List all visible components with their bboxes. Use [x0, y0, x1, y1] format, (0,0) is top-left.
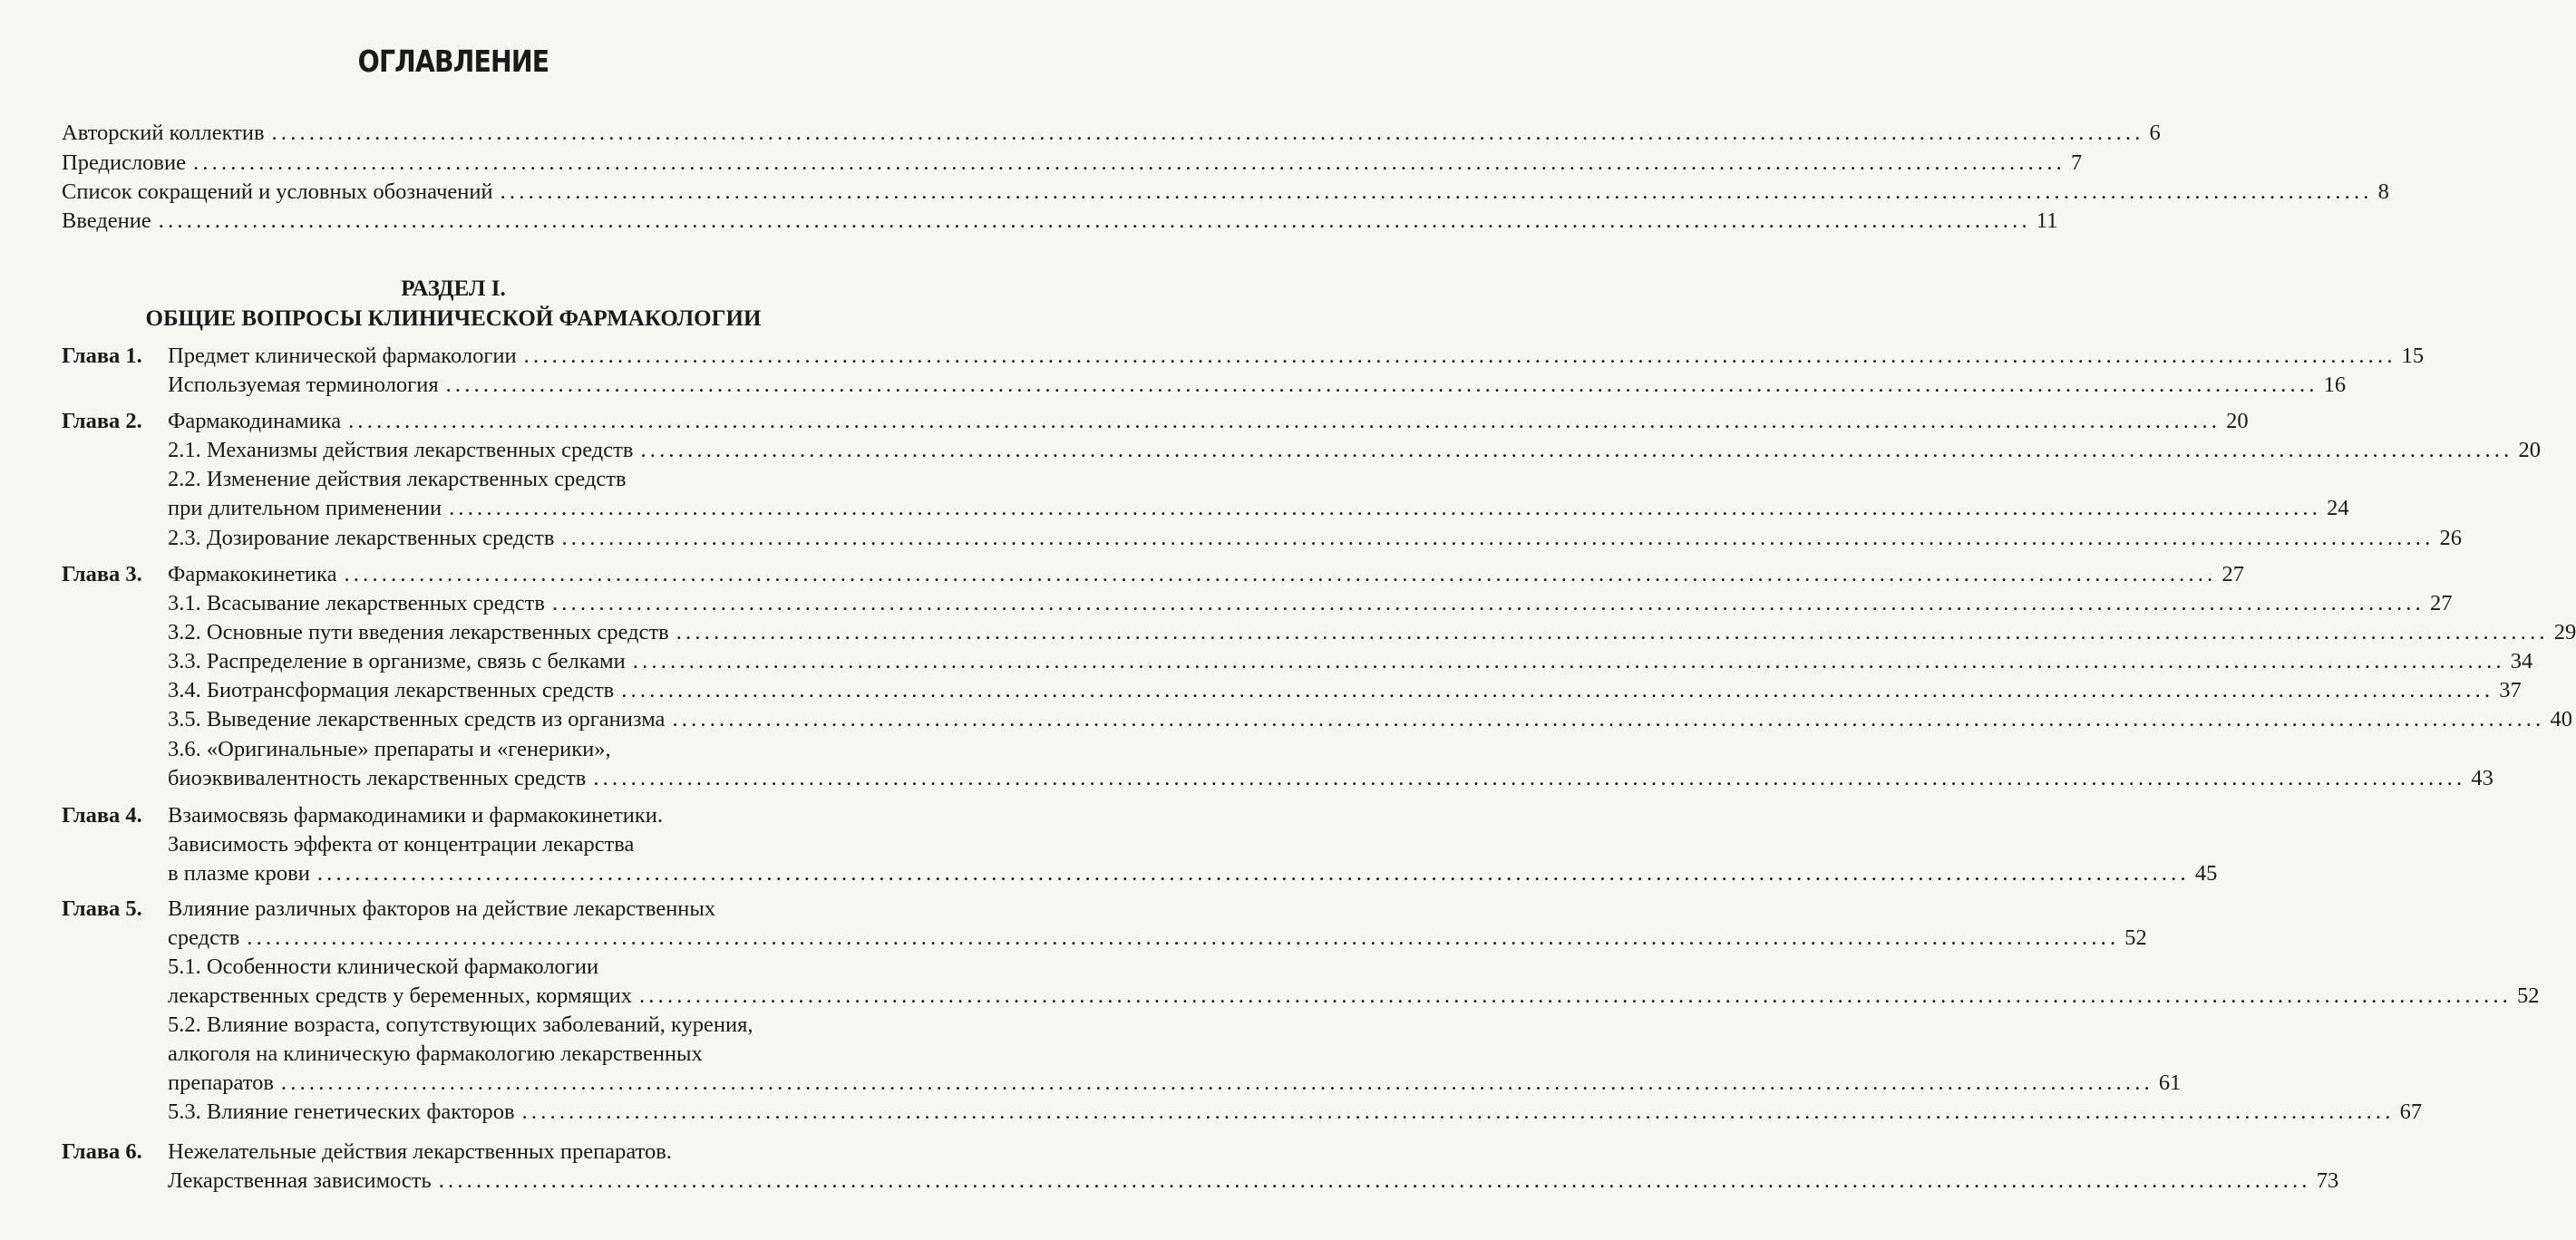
- toc-entry-continued: [168, 466, 853, 493]
- toc-entry-continued: [168, 802, 853, 829]
- toc-entry: [168, 983, 2540, 1010]
- toc-entry: [168, 677, 2522, 704]
- toc-entry-text: 3.5. Выведение лекарственных средств из организма: [168, 707, 666, 731]
- toc-entry: [168, 648, 2533, 675]
- toc-entry-continued: [168, 1012, 853, 1039]
- leader-dots: ........................................................................................................................................................................................................: [271, 121, 2144, 145]
- toc-entry: [168, 343, 2425, 370]
- toc-entry: [168, 860, 2218, 887]
- toc-entry-text: Используемая терминология: [168, 373, 439, 397]
- toc-entry-text: Предмет клинической фармакологии: [168, 344, 517, 368]
- chapter-label: Глава 2.: [62, 409, 142, 433]
- leader-dots: ........................................................................................................................................................................................................: [672, 707, 2545, 731]
- toc-entry: [168, 1070, 2182, 1097]
- toc-entry-page: 52: [2516, 983, 2540, 1008]
- toc-entry-text: Авторский коллектив: [62, 121, 265, 145]
- leader-dots: ........................................................................................................................................................................................................: [280, 1070, 2153, 1095]
- toc-entry-text: Введение: [62, 208, 151, 233]
- toc-entry-text: препаратов: [168, 1070, 274, 1095]
- toc-entry-page: 37: [2499, 678, 2522, 702]
- toc-entry: [168, 525, 2462, 552]
- toc-entry-text: Нежелательные действия лекарственных препаратов.: [168, 1139, 672, 1164]
- toc-entry-text: 3.4. Биотрансформация лекарственных средств: [168, 678, 615, 702]
- toc-entry: [168, 408, 2249, 435]
- toc-entry-continued: [168, 954, 853, 981]
- chapter-label: Глава 6.: [62, 1139, 142, 1164]
- toc-entry: [168, 1167, 2339, 1195]
- toc-entry-page: 16: [2323, 373, 2347, 397]
- toc-entry: [168, 437, 2541, 464]
- toc-entry-continued: [168, 1138, 853, 1166]
- toc-entry-page: 52: [2124, 925, 2147, 950]
- toc-entry: [168, 706, 2572, 733]
- toc-entry: [168, 590, 2453, 617]
- toc-entry-text: алкоголя на клиническую фармакологию лекарственных: [168, 1041, 703, 1066]
- leader-dots: ........................................................................................................................................................................................................: [593, 766, 2466, 790]
- toc-entry-text: 5.2. Влияние возраста, сопутствующих заболеваний, курения,: [168, 1012, 753, 1037]
- section-heading-number: РАЗДЕЛ I.: [401, 276, 506, 301]
- leader-dots: ........................................................................................................................................................................................................: [445, 373, 2318, 397]
- leader-dots: ........................................................................................................................................................................................................: [621, 678, 2494, 702]
- leader-dots: ........................................................................................................................................................................................................: [521, 1100, 2395, 1124]
- toc-entry-text: Предисловие: [62, 150, 186, 175]
- toc-entry-text: 3.2. Основные пути введения лекарственных средств: [168, 620, 669, 644]
- toc-entry-page: 29: [2553, 620, 2576, 644]
- leader-dots: ........................................................................................................................................................................................................: [638, 983, 2512, 1008]
- toc-entry: [168, 765, 2493, 792]
- chapter-label: Глава 1.: [62, 344, 142, 368]
- toc-entry-continued: [168, 1041, 853, 1068]
- toc-entry-page: 20: [2226, 409, 2249, 433]
- leader-dots: ........................................................................................................................................................................................................: [449, 496, 2322, 520]
- toc-entry-text: биоэквивалентность лекарственных средств: [168, 766, 587, 790]
- toc-entry: [168, 372, 2347, 399]
- toc-entry-text: лекарственных средств у беременных, кормящих: [168, 983, 632, 1008]
- toc-entry: [168, 619, 2576, 646]
- toc-entry-page: 43: [2471, 766, 2493, 790]
- toc-entry-text: в плазме крови: [168, 861, 310, 886]
- toc-entry-page: 61: [2158, 1070, 2182, 1095]
- toc-entry: [168, 1099, 2423, 1126]
- toc-entry-continued: [168, 736, 853, 763]
- toc-entry-text: 3.3. Распределение в организме, связь с белками: [168, 649, 626, 673]
- toc-entry-page: 67: [2399, 1100, 2423, 1124]
- leader-dots: ........................................................................................................................................................................................................: [632, 649, 2505, 673]
- toc-entry-page: 6: [2149, 121, 2161, 145]
- toc-entry-page: 40: [2550, 707, 2572, 731]
- leader-dots: ........................................................................................................................................................................................................: [438, 1168, 2311, 1193]
- toc-entry-page: 34: [2510, 649, 2533, 673]
- toc-entry-text: 5.3. Влияние генетических факторов: [168, 1100, 515, 1124]
- leader-dots: ........................................................................................................................................................................................................: [192, 150, 2066, 175]
- toc-entry-text: средств: [168, 925, 240, 950]
- toc-entry: [62, 179, 2389, 206]
- toc-entry-text: Лекарственная зависимость: [168, 1168, 432, 1193]
- toc-entry-page: 26: [2439, 526, 2462, 550]
- chapter-label: Глава 3.: [62, 562, 142, 586]
- leader-dots: ........................................................................................................................................................................................................: [344, 562, 2217, 586]
- page-title: ОГЛАВЛЕНИЕ: [357, 44, 549, 79]
- toc-entry-continued: [168, 831, 853, 858]
- toc-entry-text: 3.1. Всасывание лекарственных средств: [168, 591, 545, 615]
- toc-entry-text: Фармакодинамика: [168, 409, 342, 433]
- toc-entry-page: 27: [2221, 562, 2244, 586]
- toc-entry-text: 3.6. «Оригинальные» препараты и «генерики»,: [168, 737, 611, 761]
- toc-entry-page: 24: [2327, 496, 2349, 520]
- toc-entry-page: 8: [2377, 179, 2389, 204]
- toc-entry-text: Зависимость эффекта от концентрации лекарства: [168, 832, 635, 857]
- toc-entry-text: Влияние различных факторов на действие лекарственных: [168, 896, 716, 921]
- leader-dots: ........................................................................................................................................................................................................: [158, 208, 2031, 233]
- toc-entry-text: Список сокращений и условных обозначений: [62, 179, 493, 204]
- toc-entry-text: Взаимосвязь фармакодинамики и фармакокинетики.: [168, 803, 664, 828]
- toc-entry-text: 2.3. Дозирование лекарственных средств: [168, 526, 555, 550]
- toc-entry: [168, 561, 2244, 588]
- leader-dots: ........................................................................................................................................................................................................: [348, 409, 2221, 433]
- leader-dots: ........................................................................................................................................................................................................: [247, 925, 2120, 950]
- toc-entry: [168, 495, 2349, 522]
- chapter-label: Глава 4.: [62, 803, 142, 828]
- leader-dots: ........................................................................................................................................................................................................: [561, 526, 2435, 550]
- chapter-label: Глава 5.: [62, 896, 142, 921]
- toc-entry-text: 5.1. Особенности клинической фармакологии: [168, 954, 599, 979]
- toc-entry: [62, 150, 2083, 177]
- toc-entry: [62, 120, 2161, 147]
- toc-entry-page: 73: [2316, 1168, 2339, 1193]
- toc-entry-page: 20: [2518, 438, 2541, 462]
- toc-entry-continued: [168, 896, 853, 923]
- leader-dots: ........................................................................................................................................................................................................: [316, 861, 2190, 886]
- toc-entry-page: 27: [2429, 591, 2453, 615]
- toc-entry-page: 11: [2036, 208, 2058, 233]
- leader-dots: ........................................................................................................................................................................................................: [551, 591, 2425, 615]
- leader-dots: ........................................................................................................................................................................................................: [523, 344, 2396, 368]
- leader-dots: ........................................................................................................................................................................................................: [676, 620, 2549, 644]
- toc-entry-page: 15: [2401, 344, 2425, 368]
- toc-entry: [168, 925, 2147, 952]
- toc-entry-text: 2.1. Механизмы действия лекарственных средств: [168, 438, 634, 462]
- leader-dots: ........................................................................................................................................................................................................: [500, 179, 2373, 204]
- toc-entry-page: 7: [2070, 150, 2083, 175]
- leader-dots: ........................................................................................................................................................................................................: [640, 438, 2513, 462]
- section-heading-title: ОБЩИЕ ВОПРОСЫ КЛИНИЧЕСКОЙ ФАРМАКОЛОГИИ: [145, 306, 762, 331]
- toc-entry-text: Фармакокинетика: [168, 562, 337, 586]
- toc-entry-text: при длительном применении: [168, 496, 442, 520]
- toc-entry: [62, 208, 2058, 235]
- toc-entry-page: 45: [2194, 861, 2218, 886]
- toc-entry-text: 2.2. Изменение действия лекарственных средств: [168, 467, 627, 491]
